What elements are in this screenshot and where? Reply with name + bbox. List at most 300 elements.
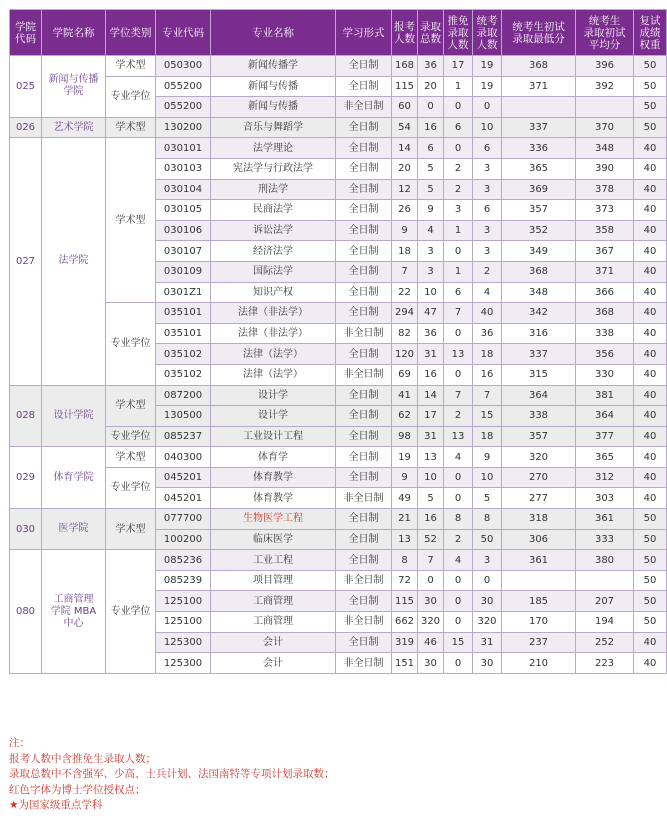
min-score-cell: 361 <box>502 550 576 571</box>
applicants-cell: 20 <box>392 158 418 179</box>
retest-weight-cell: 40 <box>634 282 667 303</box>
retest-weight-cell: 40 <box>634 323 667 344</box>
major-code-cell: 0301Z1 <box>156 282 211 303</box>
major-name-cell: 国际法学 <box>211 261 336 282</box>
applicants-cell: 8 <box>392 550 418 571</box>
admitted-total-cell: 30 <box>418 591 444 612</box>
major-name-cell: 工业设计工程 <box>211 426 336 447</box>
degree-type-cell: 学术型 <box>106 385 156 426</box>
min-score-cell: 270 <box>502 467 576 488</box>
min-score-cell: 338 <box>502 406 576 427</box>
applicants-cell: 115 <box>392 591 418 612</box>
college-code-cell: 030 <box>10 509 42 550</box>
admitted-total-cell: 13 <box>418 447 444 468</box>
avg-score-cell: 338 <box>576 323 634 344</box>
exam-admitted-cell: 18 <box>473 344 502 365</box>
exam-admitted-cell: 2 <box>473 261 502 282</box>
column-header-line: 复试 <box>639 14 661 27</box>
column-header-line: 统考生 <box>588 14 621 27</box>
study-mode-cell: 全日制 <box>336 303 392 324</box>
admitted-total-cell: 52 <box>418 529 444 550</box>
degree-type-cell: 专业学位 <box>106 76 156 117</box>
major-code-cell: 125100 <box>156 612 211 633</box>
major-name-cell: 会计 <box>211 632 336 653</box>
retest-weight-cell: 40 <box>634 138 667 159</box>
column-header-line: 专业名称 <box>252 26 294 39</box>
admission-table <box>9 9 667 674</box>
major-name-cell: 民商法学 <box>211 200 336 221</box>
study-mode-cell: 全日制 <box>336 406 392 427</box>
recommended-cell: 0 <box>444 467 473 488</box>
min-score-cell: 318 <box>502 509 576 530</box>
college-name-cell <box>42 138 106 385</box>
column-header <box>502 10 576 56</box>
retest-weight-cell: 40 <box>634 385 667 406</box>
table-row <box>10 426 667 447</box>
column-header-line: 学院 <box>15 20 36 33</box>
applicants-cell: 9 <box>392 220 418 241</box>
major-code-cell: 085236 <box>156 550 211 571</box>
major-name-cell: 生物医学工程 <box>211 509 336 530</box>
retest-weight-cell: 40 <box>634 447 667 468</box>
column-header-line: 学院名称 <box>52 26 95 39</box>
major-name-cell: 体育教学 <box>211 467 336 488</box>
note-line: 红色字体为博士学位授权点； <box>9 783 146 796</box>
retest-weight-cell: 40 <box>634 241 667 262</box>
avg-score-cell: 361 <box>576 509 634 530</box>
table-row <box>10 117 667 138</box>
min-score-cell <box>502 570 576 591</box>
major-name-cell: 体育教学 <box>211 488 336 509</box>
recommended-cell: 1 <box>444 220 473 241</box>
applicants-cell: 13 <box>392 529 418 550</box>
major-name-cell: 体育学 <box>211 447 336 468</box>
major-name-cell: 知识产权 <box>211 282 336 303</box>
table-row <box>10 467 667 488</box>
avg-score-cell: 223 <box>576 653 634 674</box>
major-name-cell: 工商管理 <box>211 591 336 612</box>
min-score-cell: 337 <box>502 117 576 138</box>
avg-score-cell: 194 <box>576 612 634 633</box>
study-mode-cell: 全日制 <box>336 447 392 468</box>
column-header-line: 录取最低分 <box>512 32 565 45</box>
min-score-cell: 369 <box>502 179 576 200</box>
college-name-line: 设计学院 <box>53 409 94 421</box>
college-code-cell: 080 <box>10 550 42 674</box>
major-code-cell: 045201 <box>156 467 211 488</box>
avg-score-cell: 366 <box>576 282 634 303</box>
exam-admitted-cell: 30 <box>473 653 502 674</box>
exam-admitted-cell: 31 <box>473 632 502 653</box>
exam-admitted-cell: 3 <box>473 220 502 241</box>
column-header <box>42 10 106 56</box>
major-code-cell: 125300 <box>156 653 211 674</box>
avg-score-cell: 365 <box>576 447 634 468</box>
column-header-line: 学位类别 <box>109 26 152 39</box>
recommended-cell: 13 <box>444 344 473 365</box>
college-code-cell: 027 <box>10 138 42 385</box>
exam-admitted-cell: 320 <box>473 612 502 633</box>
major-code-cell: 030106 <box>156 220 211 241</box>
exam-admitted-cell: 19 <box>473 56 502 77</box>
major-code-cell: 030103 <box>156 158 211 179</box>
admitted-total-cell: 0 <box>418 97 444 118</box>
retest-weight-cell: 50 <box>634 509 667 530</box>
retest-weight-cell: 40 <box>634 158 667 179</box>
retest-weight-cell: 50 <box>634 529 667 550</box>
major-name-cell: 经济法学 <box>211 241 336 262</box>
applicants-cell: 60 <box>392 97 418 118</box>
study-mode-cell: 全日制 <box>336 76 392 97</box>
table-row <box>10 76 667 97</box>
min-score-cell: 368 <box>502 261 576 282</box>
degree-type-cell: 专业学位 <box>106 426 156 447</box>
admitted-total-cell: 31 <box>418 426 444 447</box>
major-code-cell: 100200 <box>156 529 211 550</box>
applicants-cell: 26 <box>392 200 418 221</box>
recommended-cell: 15 <box>444 632 473 653</box>
major-name-cell: 新闻与传播 <box>211 97 336 118</box>
exam-admitted-cell: 10 <box>473 117 502 138</box>
applicants-cell: 18 <box>392 241 418 262</box>
column-header <box>106 10 156 56</box>
college-name-cell <box>42 550 106 674</box>
exam-admitted-cell: 3 <box>473 550 502 571</box>
avg-score-cell: 378 <box>576 179 634 200</box>
admitted-total-cell: 20 <box>418 76 444 97</box>
retest-weight-cell: 50 <box>634 76 667 97</box>
college-code-cell: 029 <box>10 447 42 509</box>
column-header <box>473 10 502 56</box>
study-mode-cell: 全日制 <box>336 591 392 612</box>
retest-weight-cell: 50 <box>634 612 667 633</box>
applicants-cell: 120 <box>392 344 418 365</box>
major-name-cell: 会计 <box>211 653 336 674</box>
exam-admitted-cell: 6 <box>473 200 502 221</box>
applicants-cell: 7 <box>392 261 418 282</box>
major-name-cell: 新闻与传播 <box>211 76 336 97</box>
retest-weight-cell: 50 <box>634 97 667 118</box>
recommended-cell: 0 <box>444 241 473 262</box>
min-score-cell: 337 <box>502 344 576 365</box>
exam-admitted-cell: 40 <box>473 303 502 324</box>
retest-weight-cell: 40 <box>634 200 667 221</box>
study-mode-cell: 全日制 <box>336 220 392 241</box>
min-score-cell: 185 <box>502 591 576 612</box>
degree-type-cell: 学术型 <box>106 509 156 550</box>
retest-weight-cell: 40 <box>634 488 667 509</box>
major-code-cell: 040300 <box>156 447 211 468</box>
college-name-cell <box>42 447 106 509</box>
study-mode-cell: 非全日制 <box>336 323 392 344</box>
admitted-total-cell: 14 <box>418 385 444 406</box>
major-code-cell: 045201 <box>156 488 211 509</box>
avg-score-cell: 252 <box>576 632 634 653</box>
applicants-cell: 98 <box>392 426 418 447</box>
column-header-line: 报考 <box>394 20 415 33</box>
study-mode-cell: 非全日制 <box>336 97 392 118</box>
recommended-cell: 0 <box>444 570 473 591</box>
column-header-line: 总数 <box>420 32 441 45</box>
avg-score-cell: 377 <box>576 426 634 447</box>
admitted-total-cell: 5 <box>418 158 444 179</box>
admitted-total-cell: 31 <box>418 344 444 365</box>
applicants-cell: 294 <box>392 303 418 324</box>
avg-score-cell: 370 <box>576 117 634 138</box>
avg-score-cell: 330 <box>576 364 634 385</box>
major-name-cell: 法律（非法学） <box>211 323 336 344</box>
major-code-cell: 125300 <box>156 632 211 653</box>
college-name-line: 中心 <box>63 617 84 629</box>
column-header <box>156 10 211 56</box>
column-header-line: 统考 <box>476 14 498 27</box>
min-score-cell: 320 <box>502 447 576 468</box>
major-name-cell: 宪法学与行政法学 <box>211 158 336 179</box>
table-header-row <box>10 10 667 56</box>
study-mode-cell: 全日制 <box>336 241 392 262</box>
column-header-line: 统考生初试 <box>512 20 565 33</box>
min-score-cell: 336 <box>502 138 576 159</box>
min-score-cell: 316 <box>502 323 576 344</box>
admitted-total-cell: 3 <box>418 241 444 262</box>
exam-admitted-cell: 18 <box>473 426 502 447</box>
study-mode-cell: 全日制 <box>336 632 392 653</box>
college-name-cell <box>42 509 106 550</box>
major-name-cell: 音乐与舞蹈学 <box>211 117 336 138</box>
retest-weight-cell: 40 <box>634 467 667 488</box>
study-mode-cell: 非全日制 <box>336 612 392 633</box>
column-header-line: 录取 <box>420 20 441 33</box>
avg-score-cell <box>576 97 634 118</box>
column-header-line: 代码 <box>15 32 36 45</box>
applicants-cell: 41 <box>392 385 418 406</box>
recommended-cell: 6 <box>444 117 473 138</box>
retest-weight-cell: 40 <box>634 220 667 241</box>
major-code-cell: 030107 <box>156 241 211 262</box>
min-score-cell: 349 <box>502 241 576 262</box>
applicants-cell: 115 <box>392 76 418 97</box>
admitted-total-cell: 5 <box>418 179 444 200</box>
table-row <box>10 509 667 530</box>
exam-admitted-cell: 50 <box>473 529 502 550</box>
note-line: 录取总数中不含强军、少高、士兵计划、法国南特等专项计划录取数； <box>9 768 335 780</box>
avg-score-cell: 392 <box>576 76 634 97</box>
study-mode-cell: 非全日制 <box>336 364 392 385</box>
column-header <box>211 10 336 56</box>
admitted-total-cell: 36 <box>418 56 444 77</box>
study-mode-cell: 全日制 <box>336 509 392 530</box>
retest-weight-cell: 40 <box>634 653 667 674</box>
major-code-cell: 087200 <box>156 385 211 406</box>
exam-admitted-cell: 3 <box>473 179 502 200</box>
major-code-cell: 030109 <box>156 261 211 282</box>
major-name-cell: 诉讼法学 <box>211 220 336 241</box>
admitted-total-cell: 47 <box>418 303 444 324</box>
major-name-cell: 法律（非法学） <box>211 303 336 324</box>
recommended-cell: 0 <box>444 488 473 509</box>
note-line: ★为国家级重点学科 <box>9 799 103 811</box>
admitted-total-cell: 46 <box>418 632 444 653</box>
exam-admitted-cell: 0 <box>473 570 502 591</box>
recommended-cell: 0 <box>444 364 473 385</box>
recommended-cell: 0 <box>444 591 473 612</box>
notes-title: 注： <box>9 737 30 749</box>
study-mode-cell: 非全日制 <box>336 653 392 674</box>
column-header <box>10 10 42 56</box>
min-score-cell: 315 <box>502 364 576 385</box>
admitted-total-cell: 6 <box>418 138 444 159</box>
min-score-cell: 365 <box>502 158 576 179</box>
applicants-cell: 82 <box>392 323 418 344</box>
applicants-cell: 21 <box>392 509 418 530</box>
study-mode-cell: 全日制 <box>336 117 392 138</box>
degree-type-cell: 专业学位 <box>106 303 156 385</box>
major-code-cell: 030101 <box>156 138 211 159</box>
college-code-cell: 026 <box>10 117 42 138</box>
major-name-cell: 设计学 <box>211 385 336 406</box>
degree-type-cell: 学术型 <box>106 56 156 77</box>
column-header-line: 录取 <box>476 26 498 39</box>
admitted-total-cell: 3 <box>418 261 444 282</box>
major-name-cell: 项目管理 <box>211 570 336 591</box>
recommended-cell: 1 <box>444 261 473 282</box>
min-score-cell: 170 <box>502 612 576 633</box>
major-code-cell: 030104 <box>156 179 211 200</box>
study-mode-cell: 全日制 <box>336 550 392 571</box>
table-row <box>10 385 667 406</box>
study-mode-cell: 非全日制 <box>336 488 392 509</box>
exam-admitted-cell: 16 <box>473 364 502 385</box>
study-mode-cell: 全日制 <box>336 200 392 221</box>
study-mode-cell: 非全日制 <box>336 570 392 591</box>
degree-type-cell: 专业学位 <box>106 467 156 508</box>
major-code-cell: 055200 <box>156 76 211 97</box>
applicants-cell: 168 <box>392 56 418 77</box>
exam-admitted-cell: 19 <box>473 76 502 97</box>
recommended-cell: 4 <box>444 550 473 571</box>
column-header-line: 专业代码 <box>162 26 204 39</box>
college-name-line: 新闻与传播 <box>48 74 99 86</box>
column-header-line: 录取初试 <box>583 26 626 39</box>
exam-admitted-cell: 4 <box>473 282 502 303</box>
min-score-cell <box>502 97 576 118</box>
column-header-line: 推免 <box>447 14 469 27</box>
column-header-line: 人数 <box>476 38 498 51</box>
college-name-line: 体育学院 <box>53 471 94 483</box>
table-body <box>10 56 667 674</box>
recommended-cell: 0 <box>444 323 473 344</box>
min-score-cell: 364 <box>502 385 576 406</box>
major-name-cell: 法学理论 <box>211 138 336 159</box>
admitted-total-cell: 0 <box>418 570 444 591</box>
admitted-total-cell: 5 <box>418 488 444 509</box>
major-code-cell: 030105 <box>156 200 211 221</box>
applicants-cell: 9 <box>392 467 418 488</box>
avg-score-cell: 368 <box>576 303 634 324</box>
applicants-cell: 19 <box>392 447 418 468</box>
applicants-cell: 151 <box>392 653 418 674</box>
column-header-line: 权重 <box>639 38 661 51</box>
avg-score-cell: 390 <box>576 158 634 179</box>
recommended-cell: 1 <box>444 76 473 97</box>
recommended-cell: 3 <box>444 200 473 221</box>
college-name-line: 学院 MBA <box>50 605 97 617</box>
min-score-cell: 352 <box>502 220 576 241</box>
admitted-total-cell: 10 <box>418 282 444 303</box>
admitted-total-cell: 4 <box>418 220 444 241</box>
exam-admitted-cell: 6 <box>473 138 502 159</box>
admission-table-wrapper <box>9 9 661 674</box>
avg-score-cell: 358 <box>576 220 634 241</box>
applicants-cell: 14 <box>392 138 418 159</box>
min-score-cell: 371 <box>502 76 576 97</box>
recommended-cell: 13 <box>444 426 473 447</box>
exam-admitted-cell: 8 <box>473 509 502 530</box>
applicants-cell: 49 <box>392 488 418 509</box>
study-mode-cell: 全日制 <box>336 56 392 77</box>
major-code-cell: 035102 <box>156 364 211 385</box>
college-code-cell: 025 <box>10 56 42 118</box>
min-score-cell: 277 <box>502 488 576 509</box>
retest-weight-cell: 40 <box>634 344 667 365</box>
college-name-line: 医学院 <box>58 523 89 535</box>
column-header-line: 成绩 <box>639 26 661 39</box>
admitted-total-cell: 36 <box>418 323 444 344</box>
applicants-cell: 69 <box>392 364 418 385</box>
college-name-line: 法学院 <box>58 255 89 267</box>
study-mode-cell: 全日制 <box>336 426 392 447</box>
column-header-line: 平均分 <box>588 38 621 51</box>
major-code-cell: 125100 <box>156 591 211 612</box>
column-header-line: 人数 <box>447 38 469 51</box>
column-header-line: 学习形式 <box>342 26 385 39</box>
major-code-cell: 035101 <box>156 323 211 344</box>
avg-score-cell <box>576 570 634 591</box>
study-mode-cell: 全日制 <box>336 138 392 159</box>
applicants-cell: 12 <box>392 179 418 200</box>
column-header <box>576 10 634 56</box>
retest-weight-cell: 50 <box>634 550 667 571</box>
study-mode-cell: 全日制 <box>336 385 392 406</box>
major-code-cell: 055200 <box>156 97 211 118</box>
study-mode-cell: 全日制 <box>336 344 392 365</box>
column-header <box>444 10 473 56</box>
avg-score-cell: 303 <box>576 488 634 509</box>
column-header <box>336 10 392 56</box>
major-name-cell: 临床医学 <box>211 529 336 550</box>
column-header-line: 人数 <box>394 32 415 45</box>
recommended-cell: 4 <box>444 447 473 468</box>
study-mode-cell: 全日制 <box>336 467 392 488</box>
retest-weight-cell: 50 <box>634 117 667 138</box>
admitted-total-cell: 16 <box>418 509 444 530</box>
table-row <box>10 303 667 324</box>
major-name-cell: 设计学 <box>211 406 336 427</box>
avg-score-cell: 373 <box>576 200 634 221</box>
major-code-cell: 130500 <box>156 406 211 427</box>
min-score-cell: 306 <box>502 529 576 550</box>
degree-type-cell: 专业学位 <box>106 550 156 674</box>
exam-admitted-cell: 0 <box>473 97 502 118</box>
major-code-cell: 035101 <box>156 303 211 324</box>
recommended-cell: 7 <box>444 303 473 324</box>
column-header-line: 录取 <box>447 26 469 39</box>
admitted-total-cell: 320 <box>418 612 444 633</box>
recommended-cell: 7 <box>444 385 473 406</box>
degree-type-cell: 学术型 <box>106 447 156 468</box>
applicants-cell: 62 <box>392 406 418 427</box>
recommended-cell: 2 <box>444 529 473 550</box>
